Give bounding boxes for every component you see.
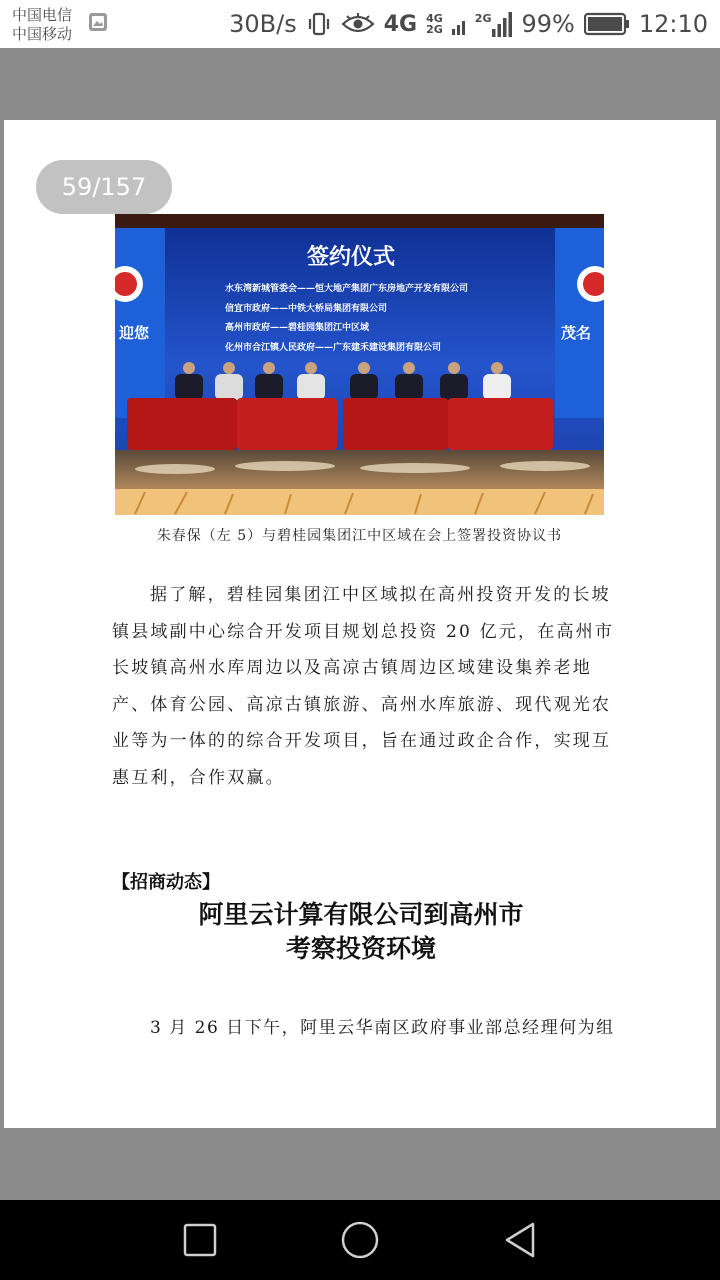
back-icon: [497, 1217, 543, 1263]
paragraph-line: 产、体育公园、高凉古镇旅游、高州水库旅游、现代观光农: [112, 694, 612, 715]
battery-percent: 99%: [521, 10, 575, 38]
headline-line: 阿里云计算有限公司到高州市: [198, 900, 524, 929]
banner-line: 化州市合江镇人民政府——广东建禾建设集团有限公司: [225, 343, 442, 353]
home-button[interactable]: [337, 1217, 383, 1263]
back-button[interactable]: [497, 1217, 543, 1263]
recent-apps-button[interactable]: [177, 1217, 223, 1263]
vibrate-icon: [306, 11, 332, 37]
paragraph-line: 业等为一体的的综合开发项目，旨在通过政企合作，实现互: [112, 731, 612, 751]
status-bar: [0, 0, 720, 48]
banner-line: 信宜市政府——中铁大桥局集团有限公司: [225, 304, 388, 314]
status-indicators: [229, 0, 708, 48]
article-headline: [112, 898, 610, 966]
paragraph-line: 长坡镇高州水库周边以及高凉古镇周边区域建设集养老地: [112, 658, 592, 678]
carrier-2: 中国移动: [12, 25, 73, 43]
section-tag: 【招商动态】: [112, 872, 220, 893]
photo-caption: 朱春保（左 5）与碧桂园集团江中区域在会上签署投资协议书: [156, 528, 563, 544]
left-screen-text: 迎您: [119, 324, 150, 342]
article-paragraph: [112, 577, 615, 796]
page-counter[interactable]: 59/157: [36, 160, 172, 214]
article-paragraph-2: 3 月 26 日下午，阿里云华南区政府事业部总经理何为组: [150, 1018, 615, 1038]
signal-icon: [492, 11, 512, 37]
gallery-icon: [88, 12, 108, 32]
network-type-2: 4G 2G: [426, 12, 443, 36]
signal-icon: [452, 13, 466, 35]
headline-line: 考察投资环境: [285, 934, 436, 963]
home-icon: [337, 1217, 383, 1263]
paragraph-line: 镇县域副中心综合开发项目规划总投资 20 亿元，在高州市: [112, 621, 615, 642]
navigation-bar: [0, 1200, 720, 1280]
paragraph-line: 惠互利，合作双赢。: [112, 767, 285, 788]
carrier-info: [12, 6, 72, 44]
paragraph-line: 据了解，碧桂园集团江中区域拟在高州投资开发的长坡: [150, 585, 611, 605]
carrier-1: 中国电信: [12, 6, 73, 24]
recent-apps-icon: [177, 1217, 223, 1263]
network-speed: 30B/s: [229, 10, 297, 38]
clock: 12:10: [638, 10, 708, 38]
network-type-3: 2G: [474, 12, 492, 25]
signing-ceremony-photo: [115, 214, 604, 515]
network-type-1: 4G: [383, 11, 418, 37]
battery-icon: [584, 12, 630, 36]
right-screen-text: 茂名: [561, 324, 592, 342]
banner-title: 签约仪式: [307, 245, 396, 270]
banner-line: 高州市政府——碧桂园集团江中区域: [225, 323, 370, 333]
banner-line: 水东湾新城管委会——恒大地产集团广东房地产开发有限公司: [225, 284, 469, 294]
eye-icon: [341, 12, 375, 36]
